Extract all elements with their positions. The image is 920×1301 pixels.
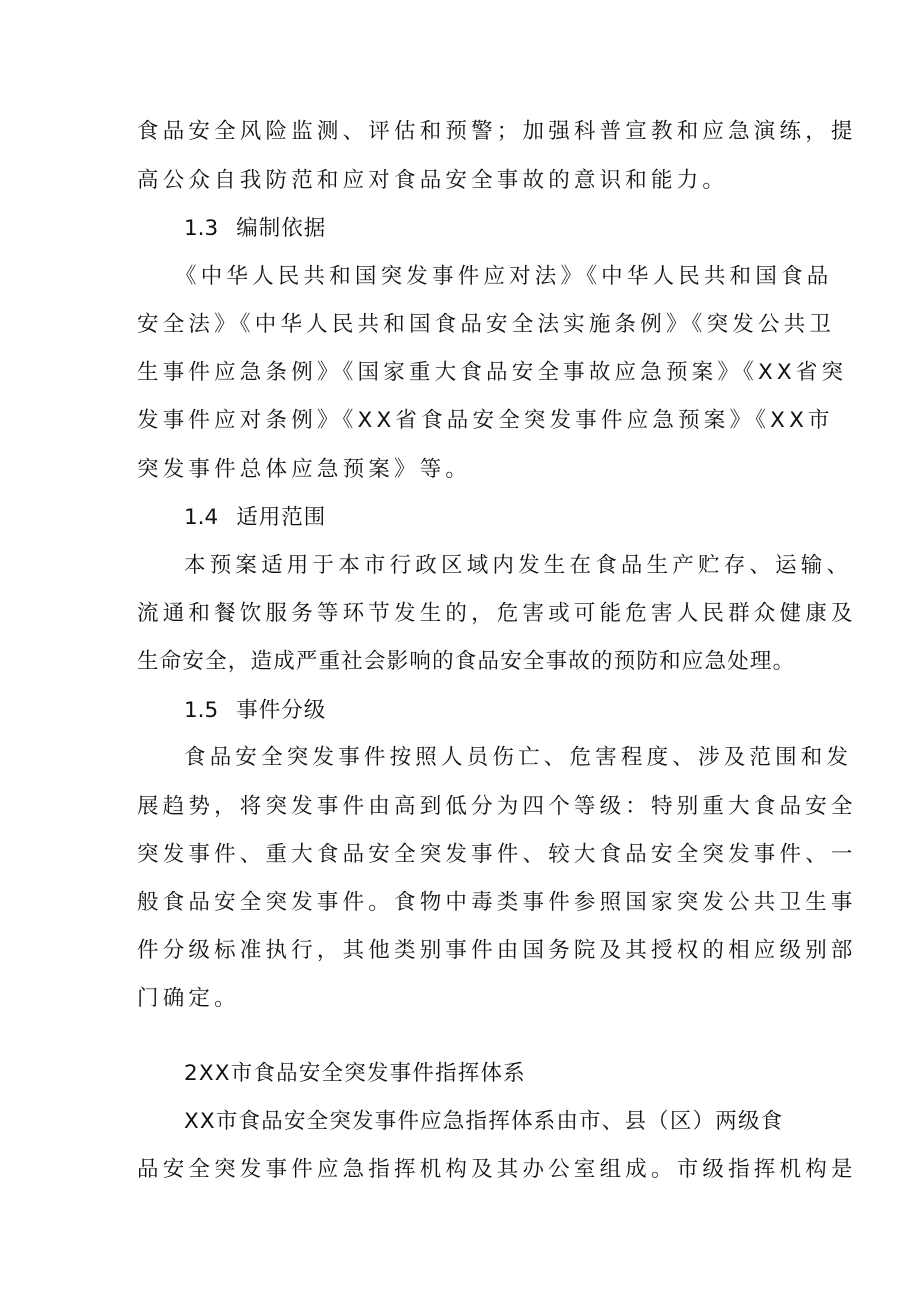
basis-line-1: 《中华人民共和国突发事件应对法》《中华人民共和国食品 xyxy=(175,264,833,289)
grading-line-2: 展趋势，将突发事件由高到低分为四个等级：特别重大食品安全 xyxy=(137,794,857,819)
grading-line-5: 件分级标准执行，其他类别事件由国务院及其授权的相应级别部 xyxy=(137,938,857,963)
section-heading-1-5 xyxy=(184,696,326,726)
scope-line-2: 流通和餐饮服务等环节发生的，危害或可能危害人民群众健康及 xyxy=(137,601,857,626)
command-line-2: 品安全突发事件应急指挥机构及其办公室组成。市级指挥机构是 xyxy=(137,1157,857,1182)
section-title: 适用范围 xyxy=(236,505,327,530)
grading-line-4: 般食品安全突发事件。食物中毒类事件参照国家突发公共卫生事 xyxy=(137,890,857,915)
scope-line-3: 生命安全，造成严重社会影响的食品安全事故的预防和应急处理。 xyxy=(137,649,796,674)
command-line-1: XX市食品安全突发事件应急指挥体系由市、县（区）两级食 xyxy=(184,1109,784,1134)
section-number: 1.3 xyxy=(184,216,219,241)
intro-line-2: 高公众自我防范和应对食品安全事故的意识和能力。 xyxy=(137,168,729,193)
chapter-heading-2: 2XX市食品安全突发事件指挥体系 xyxy=(184,1061,526,1086)
grading-line-3: 突发事件、重大食品安全突发事件、较大食品安全突发事件、一 xyxy=(137,842,857,867)
grading-line-6: 门确定。 xyxy=(137,986,240,1011)
basis-line-2: 安全法》《中华人民共和国食品安全法实施条例》《突发公共卫 xyxy=(137,312,836,337)
section-heading-1-4 xyxy=(184,503,326,533)
basis-line-5: 突发事件总体应急预案》等。 xyxy=(137,457,472,482)
section-title: 编制依据 xyxy=(236,216,327,241)
section-title: 事件分级 xyxy=(236,698,327,723)
grading-line-1: 食品安全突发事件按照人员伤亡、危害程度、涉及范围和发 xyxy=(184,745,853,770)
basis-line-3: 生事件应急条例》《国家重大食品安全事故应急预案》《XX省突 xyxy=(137,360,848,385)
section-number: 1.5 xyxy=(184,698,219,723)
section-number: 1.4 xyxy=(184,505,219,530)
section-heading-1-3 xyxy=(184,214,326,244)
scope-line-1: 本预案适用于本市行政区域内发生在食品生产贮存、运输、 xyxy=(184,553,853,578)
intro-line-1: 食品安全风险监测、评估和预警；加强科普宣教和应急演练，提 xyxy=(137,119,857,144)
basis-line-4: 发事件应对条例》《XX省食品安全突发事件应急预案》《XX市 xyxy=(137,408,834,433)
